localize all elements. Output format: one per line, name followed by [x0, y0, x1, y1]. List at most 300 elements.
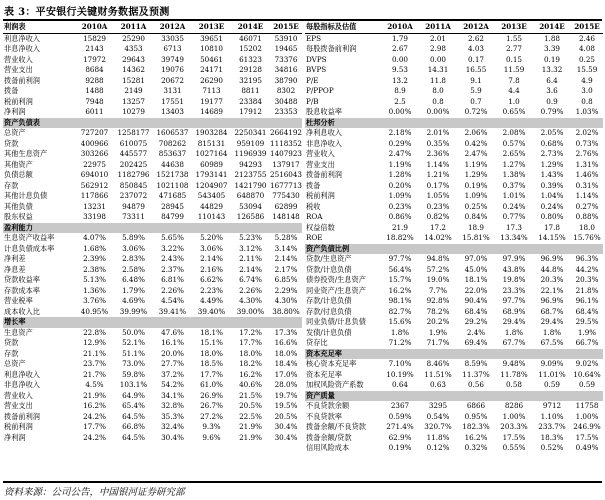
- row-label: 存款成本率: [4, 285, 40, 295]
- value-cell: 1606537: [156, 128, 189, 137]
- right-table-row: [305, 401, 603, 412]
- row-label: 负债总额: [4, 170, 33, 179]
- value-cell: 38790: [274, 75, 298, 85]
- value-cell: 97.7%: [388, 254, 412, 263]
- value-cell: 959109: [236, 138, 265, 148]
- value-cell: 15.59: [576, 65, 598, 74]
- value-cell: 0.32%: [464, 443, 488, 452]
- row-label: 债券投资/生息资产: [306, 275, 366, 284]
- value-cell: 2367: [390, 401, 410, 410]
- value-cell: 1.29%: [464, 170, 488, 179]
- value-cell: 1.68%: [83, 243, 106, 253]
- row-label: 拨备前利润: [306, 170, 342, 179]
- row-label: 营业支出: [4, 401, 33, 410]
- value-cell: 61323: [239, 54, 262, 64]
- row-label: 权益倍数: [306, 222, 335, 232]
- value-cell: 0.80%: [540, 212, 564, 221]
- value-cell: 32.4%: [161, 422, 184, 431]
- value-cell: 320.7%: [424, 422, 452, 431]
- value-cell: 44.8%: [540, 264, 564, 274]
- value-cell: 5.20%: [200, 233, 223, 242]
- left-table-row: [3, 401, 302, 412]
- value-cell: 0.17%: [426, 180, 450, 190]
- row-label: 同业资产/生息资产: [306, 285, 366, 295]
- value-cell: 94.8%: [426, 254, 450, 263]
- value-cell: 11.8: [429, 75, 446, 85]
- right-table-row: [305, 265, 603, 276]
- value-cell: 24171: [200, 65, 223, 74]
- value-cell: 21.8%: [575, 285, 599, 295]
- row-label: P/B: [306, 96, 319, 106]
- value-cell: 23384: [239, 96, 262, 106]
- value-cell: 6.85%: [274, 275, 298, 284]
- value-cell: 8.9: [394, 86, 406, 95]
- value-cell: 0.23%: [388, 201, 412, 211]
- left-table-row: [3, 139, 302, 150]
- value-cell: 20.5%: [274, 411, 298, 421]
- value-cell: 7.8: [508, 75, 520, 85]
- value-cell: 15.81%: [462, 233, 490, 242]
- right-table-row: [305, 86, 603, 97]
- value-cell: 14689: [200, 107, 223, 116]
- row-label: 存款/付息负债: [306, 306, 352, 316]
- row-label: DVPS: [306, 54, 327, 64]
- value-cell: 3295: [428, 401, 448, 410]
- row-label: 其他资产: [4, 159, 33, 169]
- row-label: 核心资本充足率: [306, 359, 357, 368]
- value-cell: 3.6: [546, 86, 558, 95]
- value-cell: 46071: [239, 33, 262, 43]
- left-table-row: [3, 55, 302, 66]
- value-cell: 18.5%: [200, 359, 223, 368]
- value-cell: 1.79%: [122, 285, 145, 295]
- value-cell: 0.9: [546, 96, 558, 106]
- value-cell: 6.74%: [239, 275, 262, 284]
- right-table-row: [305, 65, 603, 76]
- left-table-row: [3, 307, 302, 318]
- value-cell: 2.16%: [200, 264, 223, 274]
- value-cell: 14.15%: [538, 233, 566, 242]
- value-cell: 648870: [236, 191, 265, 200]
- value-cell: 0.55%: [502, 443, 526, 452]
- value-cell: 67.7%: [502, 338, 526, 347]
- value-cell: 2.73%: [540, 149, 564, 158]
- right-header-cell: 2015E: [571, 22, 603, 33]
- value-cell: 22.5%: [239, 411, 262, 421]
- value-cell: 66.8%: [122, 422, 145, 431]
- value-cell: 30.4%: [161, 432, 184, 442]
- value-cell: 14362: [122, 65, 145, 74]
- value-cell: 11.59: [503, 65, 525, 74]
- left-section-row: [3, 223, 302, 234]
- value-cell: 775430: [272, 191, 300, 200]
- left-table-row: [3, 33, 302, 44]
- value-cell: 0.64: [391, 380, 408, 389]
- value-cell: 1.36%: [83, 285, 106, 295]
- value-cell: 1.9%: [428, 327, 448, 337]
- left-table-row: [3, 212, 302, 223]
- value-cell: 1.31%: [575, 159, 599, 169]
- value-cell: 1521738: [156, 170, 189, 179]
- value-cell: 10279: [122, 107, 145, 116]
- value-cell: 4.4: [508, 86, 520, 95]
- value-cell: 610075: [119, 138, 148, 148]
- value-cell: 1.79: [391, 33, 408, 43]
- left-table-container: [3, 22, 302, 443]
- row-label: 税收: [306, 201, 321, 211]
- value-cell: 96.9%: [540, 254, 564, 263]
- left-table-row: [3, 107, 302, 118]
- value-cell: 246.9%: [573, 422, 601, 431]
- value-cell: 16.2%: [83, 401, 106, 410]
- value-cell: 2516043: [270, 170, 303, 179]
- value-cell: 1.00%: [502, 411, 526, 421]
- value-cell: 45.0%: [464, 264, 488, 274]
- value-cell: 17.8: [543, 222, 560, 232]
- value-cell: 1118352: [270, 138, 303, 148]
- value-cell: 2.23%: [200, 285, 223, 295]
- value-cell: 2.36%: [426, 149, 450, 158]
- value-cell: 29.4%: [502, 317, 526, 326]
- value-cell: 17.7%: [200, 369, 223, 379]
- value-cell: 303266: [80, 149, 109, 158]
- row-label: 加权风险资产系数: [306, 380, 364, 389]
- value-cell: 9.48%: [502, 359, 526, 368]
- value-cell: 4.9: [581, 75, 593, 85]
- value-cell: 0.58: [505, 380, 522, 389]
- left-table-row: [3, 191, 302, 202]
- value-cell: 13.32: [541, 65, 563, 74]
- value-cell: 2.08%: [502, 128, 526, 137]
- value-cell: 17.5%: [502, 432, 526, 442]
- value-cell: 40.6%: [239, 380, 262, 389]
- value-cell: 18.3%: [540, 432, 564, 442]
- value-cell: 18.0%: [200, 348, 223, 358]
- value-cell: 2.01: [429, 33, 446, 43]
- value-cell: 0.65%: [502, 107, 526, 116]
- right-table-row: [305, 422, 603, 433]
- row-label: 税前利润: [306, 191, 335, 200]
- value-cell: 6866: [466, 401, 486, 410]
- value-cell: 0.25%: [464, 201, 488, 211]
- value-cell: 0.24%: [540, 201, 564, 211]
- row-label: 资本充足率: [306, 369, 342, 379]
- left-table-row: [3, 160, 302, 171]
- row-label: 计息负债成本率: [4, 243, 55, 253]
- value-cell: 21.7%: [83, 369, 106, 379]
- value-cell: 2.14%: [239, 264, 262, 274]
- left-table-row: [3, 275, 302, 286]
- right-table-row: [305, 233, 603, 244]
- value-cell: 2.18%: [388, 128, 412, 137]
- value-cell: 1.0: [508, 96, 520, 106]
- value-cell: 1.09%: [388, 191, 412, 200]
- value-cell: 850845: [119, 180, 148, 190]
- value-cell: 18.0%: [239, 348, 262, 358]
- value-cell: 2.98: [429, 44, 446, 53]
- value-cell: 10.64%: [573, 369, 601, 379]
- value-cell: 1.46%: [575, 170, 599, 179]
- right-table-row: [305, 170, 603, 181]
- value-cell: 2.17%: [274, 264, 298, 274]
- value-cell: 1027164: [195, 149, 228, 158]
- value-cell: 96.9%: [540, 296, 564, 305]
- value-cell: 445577: [119, 149, 148, 158]
- row-label: 信用风险成本: [306, 443, 350, 452]
- value-cell: 13.34%: [500, 233, 528, 242]
- value-cell: 16.2%: [464, 432, 488, 442]
- right-table-row: [305, 139, 603, 150]
- value-cell: 14.31: [427, 65, 449, 74]
- left-section-row: [3, 118, 302, 129]
- value-cell: 96.3%: [575, 254, 599, 263]
- left-table-row: [3, 254, 302, 265]
- value-cell: 10.19%: [386, 369, 414, 379]
- left-table-row: [3, 296, 302, 307]
- value-cell: 0.31%: [575, 180, 599, 190]
- row-label: 拨备余额/贷款: [306, 432, 352, 442]
- value-cell: 51.1%: [122, 348, 145, 358]
- value-cell: 19076: [161, 65, 184, 74]
- value-cell: 44638: [161, 159, 184, 169]
- value-cell: 9.6%: [202, 432, 221, 442]
- value-cell: 9.3%: [202, 422, 221, 431]
- value-cell: 68.4%: [575, 306, 599, 316]
- value-cell: 4.49%: [200, 296, 223, 305]
- value-cell: 24.2%: [83, 411, 106, 421]
- left-table-row: [3, 286, 302, 297]
- value-cell: 853637: [158, 149, 187, 158]
- value-cell: 29128: [239, 65, 262, 74]
- row-label: 贷款: [4, 138, 19, 148]
- value-cell: 2.38%: [83, 264, 106, 274]
- value-cell: 7113: [202, 86, 221, 95]
- value-cell: 2.67: [391, 44, 408, 53]
- value-cell: 26290: [200, 75, 223, 85]
- top-rule: [3, 19, 602, 21]
- value-cell: 1.88: [543, 33, 560, 43]
- value-cell: 2.26%: [161, 285, 184, 295]
- value-cell: 21.1%: [83, 348, 106, 358]
- value-cell: 6011: [85, 107, 104, 116]
- value-cell: 34.1%: [161, 390, 184, 400]
- value-cell: 18.82%: [386, 233, 414, 242]
- row-label: 非息净收入: [4, 380, 40, 389]
- value-cell: 35.3%: [161, 411, 184, 421]
- row-label: P/E: [306, 75, 319, 85]
- source-note: 资料来源：公司公告，中国银河证券研究部: [4, 487, 185, 498]
- value-cell: 1407923: [270, 149, 303, 158]
- value-cell: 2.06%: [464, 128, 488, 137]
- value-cell: 1421790: [234, 180, 267, 190]
- row-label: 其他生息资产: [4, 149, 48, 158]
- value-cell: 69.4%: [464, 338, 488, 347]
- left-table-row: [3, 422, 302, 433]
- value-cell: 14.02%: [424, 233, 452, 242]
- row-label: 贷款收益率: [4, 275, 40, 284]
- value-cell: 16.1%: [161, 338, 184, 347]
- left-table-row: [3, 44, 302, 55]
- value-cell: 71.7%: [426, 338, 450, 347]
- value-cell: 0.59%: [388, 411, 412, 421]
- value-cell: 15829: [83, 33, 106, 43]
- value-cell: 2143: [85, 44, 104, 53]
- row-label: 其他计息负债: [4, 191, 48, 200]
- value-cell: 40.95%: [80, 306, 109, 316]
- value-cell: 0.8: [432, 96, 444, 106]
- value-cell: 0.59: [543, 380, 560, 389]
- value-cell: 13231: [83, 201, 106, 211]
- value-cell: 0.17: [467, 54, 484, 64]
- value-cell: 0.19%: [464, 180, 488, 190]
- value-cell: 64.5%: [122, 432, 145, 442]
- value-cell: 2.11%: [239, 254, 262, 263]
- value-cell: 8811: [241, 86, 260, 95]
- right-table-row: [305, 160, 603, 171]
- value-cell: 17.3%: [274, 327, 298, 337]
- row-label: 税前利润: [4, 96, 33, 106]
- value-cell: 1196939: [234, 149, 267, 158]
- value-cell: 50461: [200, 54, 223, 64]
- value-cell: 68.4%: [464, 306, 488, 316]
- value-cell: 137917: [272, 159, 300, 169]
- row-label: 生息资产: [4, 327, 33, 337]
- value-cell: 8286: [504, 401, 524, 410]
- right-table-row: [305, 191, 603, 202]
- value-cell: 24.2%: [83, 432, 106, 442]
- right-table-row: [305, 296, 603, 307]
- value-cell: 73311: [122, 212, 145, 221]
- value-cell: 9.02%: [575, 359, 599, 368]
- value-cell: 1.27%: [502, 159, 526, 169]
- value-cell: 3.22%: [161, 243, 184, 253]
- bottom-rule: [3, 481, 602, 483]
- value-cell: 0.42%: [464, 138, 488, 148]
- value-cell: 1.00%: [575, 411, 599, 421]
- value-cell: 92.8%: [426, 296, 450, 305]
- value-cell: 71.2%: [388, 338, 412, 347]
- value-cell: 60989: [200, 159, 223, 169]
- value-cell: 10810: [200, 44, 223, 53]
- value-cell: 32.8%: [161, 401, 184, 410]
- value-cell: 815131: [197, 138, 226, 148]
- value-cell: 17.2: [429, 222, 446, 232]
- table-title: 表 3：平安银行关键财务数据及预测: [4, 7, 170, 18]
- value-cell: 29643: [122, 54, 145, 64]
- value-cell: 18.9: [467, 222, 484, 232]
- right-table-row: [305, 33, 603, 44]
- row-label: 非息净收入: [306, 138, 342, 148]
- value-cell: 97.9%: [502, 254, 526, 263]
- value-cell: 21.9: [391, 222, 408, 232]
- value-cell: 20.3%: [575, 275, 599, 284]
- left-table-row: [3, 97, 302, 108]
- value-cell: 0.88%: [575, 212, 599, 221]
- value-cell: 1.01%: [502, 191, 526, 200]
- value-cell: 0.23%: [426, 201, 450, 211]
- right-table-row: [305, 338, 603, 349]
- left-table-row: [3, 86, 302, 97]
- row-label: 存款: [4, 180, 19, 190]
- value-cell: 2.46: [578, 33, 595, 43]
- value-cell: 3.0: [581, 86, 593, 95]
- value-cell: 0.54%: [426, 411, 450, 421]
- value-cell: 62.9%: [388, 432, 412, 442]
- value-cell: 22.0%: [464, 285, 488, 295]
- value-cell: 16.2%: [388, 285, 412, 295]
- value-cell: 13257: [122, 96, 145, 106]
- value-cell: 0.00%: [426, 107, 450, 116]
- row-label: P/PPOP: [306, 86, 334, 95]
- value-cell: 17.5%: [575, 432, 599, 442]
- value-cell: 39.99%: [119, 306, 148, 316]
- right-table-row: [305, 443, 603, 454]
- value-cell: 27.2%: [200, 411, 223, 421]
- right-header-cell: 2014E: [533, 22, 571, 33]
- value-cell: 37.2%: [161, 369, 184, 379]
- value-cell: 17.0%: [274, 369, 298, 379]
- value-cell: 202425: [119, 159, 148, 169]
- value-cell: 2.29%: [274, 285, 298, 295]
- value-cell: 23353: [274, 107, 298, 116]
- value-cell: 19.0%: [426, 275, 450, 284]
- value-cell: 1.28%: [388, 170, 412, 179]
- value-cell: 38.80%: [272, 306, 300, 316]
- row-label: 营业支出: [306, 159, 335, 169]
- left-header-cell: 2011A: [114, 22, 153, 33]
- value-cell: 94293: [239, 159, 262, 169]
- value-cell: 0.79%: [540, 107, 564, 116]
- row-label: 营业支出: [4, 65, 33, 74]
- value-cell: 39.41%: [158, 306, 187, 316]
- row-label: 营业收入: [4, 390, 33, 400]
- row-label: 贷款/生息资产: [306, 254, 352, 263]
- value-cell: 5.65%: [161, 233, 184, 242]
- right-header-cell: 2010A: [381, 22, 419, 33]
- right-header-cell: 2012A: [457, 22, 495, 33]
- value-cell: 6713: [163, 44, 182, 53]
- value-cell: 0.49%: [575, 443, 599, 452]
- right-table-row: [305, 202, 603, 213]
- value-cell: 117866: [80, 191, 109, 200]
- value-cell: 53094: [239, 201, 262, 211]
- value-cell: 22.8%: [83, 327, 106, 337]
- right-table-row: [305, 254, 603, 265]
- left-table-row: [3, 76, 302, 87]
- right-section-row: [305, 349, 603, 360]
- value-cell: 20.0%: [161, 348, 184, 358]
- value-cell: 18.1%: [200, 327, 223, 337]
- value-cell: 6.48%: [122, 275, 145, 284]
- value-cell: 0.15: [505, 54, 522, 64]
- value-cell: 0.37%: [502, 180, 526, 190]
- row-label: 成本收入比: [4, 306, 40, 316]
- left-table-row: [3, 170, 302, 181]
- value-cell: 0.00: [391, 54, 408, 64]
- value-cell: 54.2%: [161, 380, 184, 389]
- value-cell: 18.4%: [274, 359, 298, 368]
- value-cell: 13403: [161, 107, 184, 116]
- value-cell: 0.29%: [388, 138, 412, 148]
- row-label: 总资产: [4, 128, 26, 137]
- value-cell: 9.09%: [540, 359, 564, 368]
- value-cell: 15202: [239, 44, 262, 53]
- value-cell: 16.55: [465, 65, 487, 74]
- row-label: 不良贷款率: [306, 411, 342, 421]
- row-label: BVPS: [306, 65, 327, 74]
- right-table-row: [305, 370, 603, 381]
- section-title: 资产负债比例: [305, 244, 603, 255]
